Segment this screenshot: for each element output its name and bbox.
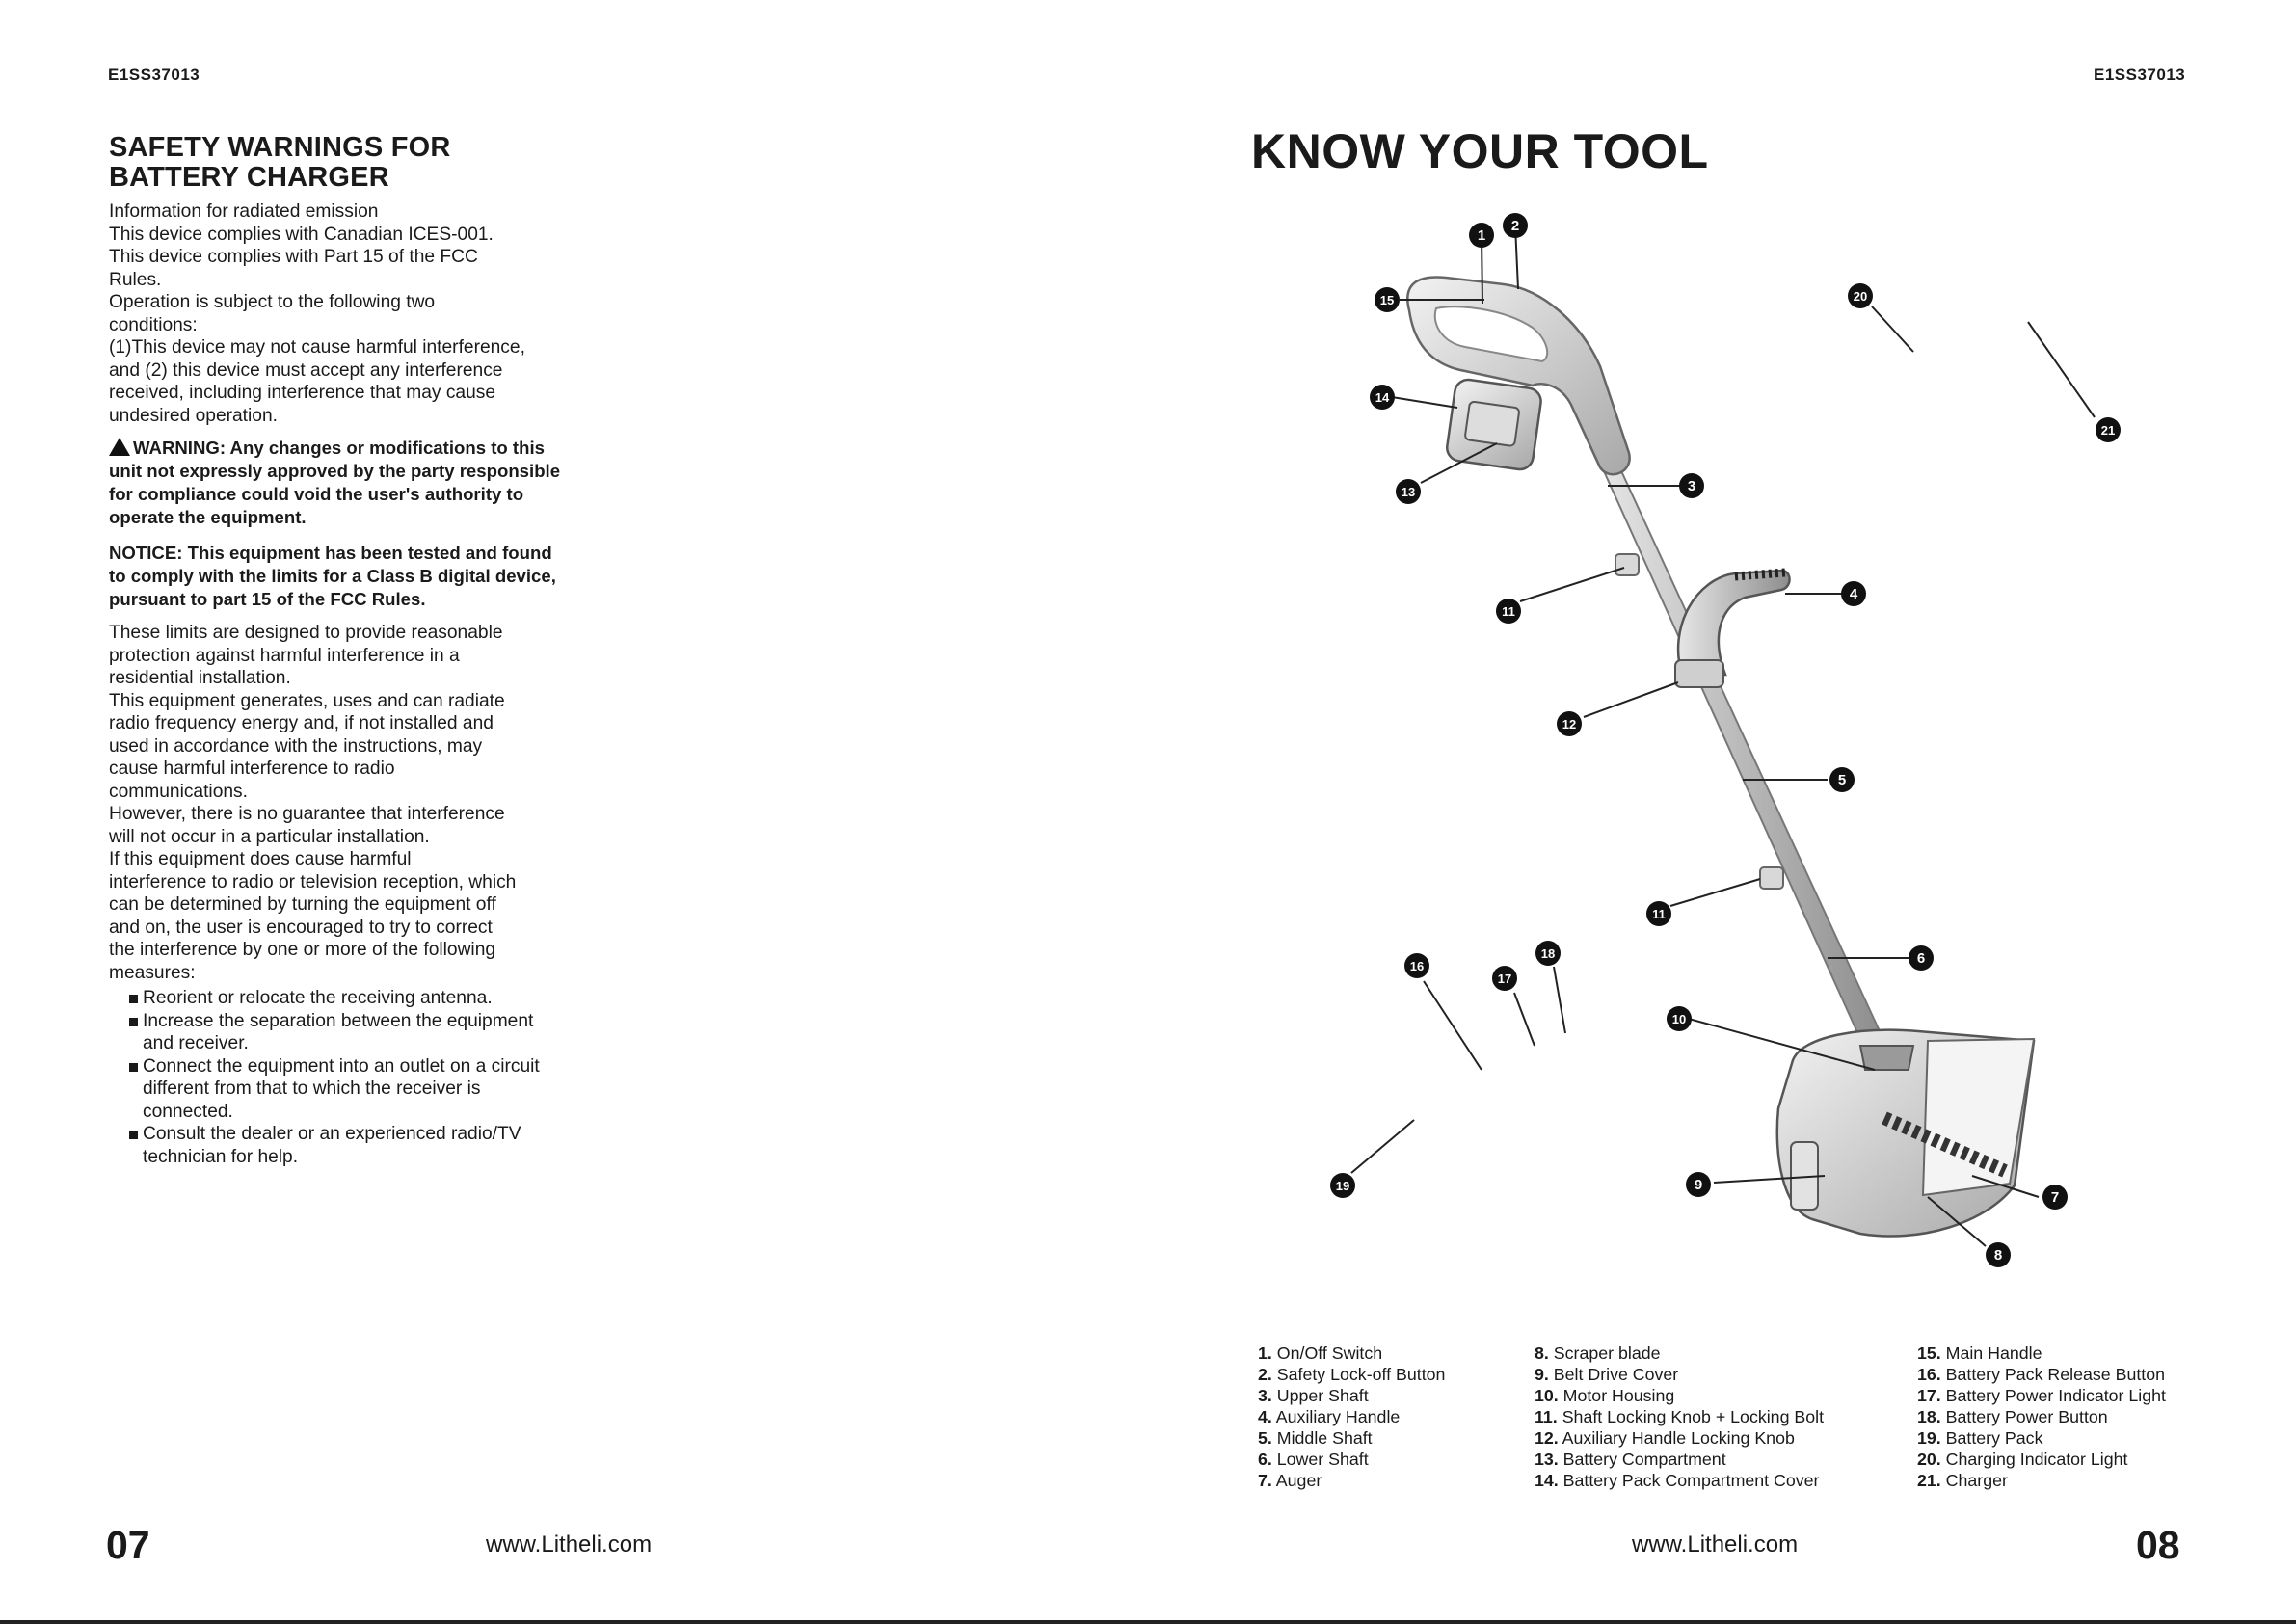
part-number: 3. (1258, 1386, 1272, 1405)
intro-line: undesired operation. (109, 405, 278, 426)
callout-number: 11 (1652, 907, 1666, 921)
intro-line: (1)This device may not cause harmful interference, (109, 337, 525, 358)
bottom-rule (0, 1620, 2296, 1624)
callout-11 (1646, 901, 1671, 926)
body-line: This equipment generates, uses and can radiate (109, 690, 505, 711)
measure-item: Connect the equipment into an outlet on a circuit different from that to which the receiver is connected. (129, 1055, 564, 1124)
part-name: Charging Indicator Light (1940, 1450, 2128, 1469)
part-name: Battery Compartment (1558, 1450, 1726, 1469)
page-number-left: 07 (106, 1523, 150, 1567)
page-title: KNOW YOUR TOOL (1251, 124, 1709, 178)
body-line: communications. (109, 781, 248, 802)
callout-number: 20 (1853, 289, 1868, 304)
callout-number: 12 (1562, 717, 1577, 732)
body-line: These limits are designed to provide reasonable (109, 623, 503, 643)
callout-8 (1986, 1242, 2011, 1267)
body-line: and on, the user is encouraged to try to correct (109, 917, 493, 938)
callout-18 (1535, 941, 1561, 966)
intro-line: Operation is subject to the following two (109, 292, 436, 312)
part-name: Lower Shaft (1271, 1450, 1369, 1469)
part-item (1258, 1427, 1445, 1449)
callout-number: 19 (1335, 1179, 1350, 1193)
model-number-left: E1SS37013 (108, 66, 200, 84)
callout-number: 6 (1916, 950, 1926, 967)
callout-number: 1 (1477, 227, 1486, 244)
callout-6 (1909, 945, 1934, 971)
callout-12 (1557, 711, 1582, 736)
parts-list-column-3 (1917, 1343, 2166, 1491)
part-item (1917, 1385, 2166, 1406)
part-item (1258, 1343, 1445, 1364)
part-name: Main Handle (1940, 1344, 2042, 1363)
callout-number: 21 (2100, 423, 2116, 438)
part-number: 14. (1535, 1471, 1559, 1490)
part-name: Shaft Locking Knob + Locking Bolt (1557, 1407, 1825, 1426)
auger-housing-illustration (1777, 1030, 2034, 1237)
measure-item: Reorient or relocate the receiving antenna. (129, 987, 564, 1010)
part-number: 4. (1258, 1407, 1272, 1426)
part-number: 21. (1917, 1471, 1941, 1490)
body-line: interference to radio or television reception, which (109, 871, 517, 892)
main-handle-illustration (1407, 277, 1629, 474)
callout-number: 7 (2050, 1189, 2060, 1206)
callout-number: 18 (1540, 946, 1556, 961)
callout-11 (1496, 599, 1521, 624)
warning-text: WARNING: Any changes or modifications to this unit not expressly approved by the party responsible for compliance could void the user's authority to operate the equipment. (109, 438, 561, 527)
part-number: 6. (1258, 1450, 1272, 1469)
part-item (1535, 1427, 1824, 1449)
callout-14 (1370, 385, 1395, 410)
part-name: Belt Drive Cover (1548, 1365, 1679, 1384)
intro-line: and (2) this device must accept any interference (109, 359, 503, 381)
part-name: Scraper blade (1548, 1344, 1661, 1363)
body-line: However, there is no guarantee that interference (109, 804, 505, 824)
part-item (1535, 1385, 1824, 1406)
part-item (1917, 1364, 2166, 1385)
callout-5 (1829, 767, 1855, 792)
part-item (1258, 1364, 1445, 1385)
callout-number: 10 (1671, 1012, 1687, 1026)
body-line: used in accordance with the instructions, may (109, 735, 483, 757)
callout-20 (1848, 283, 1873, 308)
callout-number: 5 (1837, 772, 1847, 788)
body-line: will not occur in a particular installation. (109, 826, 430, 847)
part-item (1535, 1470, 1824, 1491)
intro-line: This device complies with Canadian ICES-001. (109, 224, 494, 245)
body-line: radio frequency energy and, if not installed and (109, 713, 494, 733)
website-link-left[interactable]: www.Litheli.com (486, 1531, 653, 1557)
callout-number: 16 (1409, 959, 1425, 973)
part-number: 9. (1535, 1365, 1549, 1384)
body-line: cause harmful interference to radio (109, 759, 395, 779)
website-link-right[interactable]: www.Litheli.com (1632, 1531, 1799, 1557)
callout-1 (1469, 223, 1494, 248)
part-number: 16. (1917, 1365, 1941, 1384)
part-item (1258, 1449, 1445, 1470)
parts-list-column-2 (1535, 1343, 1824, 1491)
body-line: can be determined by turning the equipment off (109, 894, 496, 915)
part-number: 5. (1258, 1428, 1272, 1448)
body-line: the interference by one or more of the following (109, 940, 496, 960)
part-number: 7. (1258, 1471, 1272, 1490)
part-number: 18. (1917, 1407, 1941, 1426)
part-name: Auger (1271, 1471, 1322, 1490)
part-item (1258, 1470, 1445, 1491)
part-item (1535, 1343, 1824, 1364)
callout-number: 13 (1401, 485, 1416, 499)
callout-4 (1841, 581, 1866, 606)
callout-17 (1492, 966, 1517, 991)
part-number: 15. (1917, 1344, 1941, 1363)
shaft-illustration (1600, 463, 1880, 1039)
intro-line: received, including interference that may cause (109, 383, 496, 403)
measure-item: Increase the separation between the equipment and receiver. (129, 1010, 564, 1055)
part-item (1258, 1385, 1445, 1406)
intro-line: Information for radiated emission (109, 201, 379, 222)
part-number: 20. (1917, 1450, 1941, 1469)
callout-number: 11 (1502, 604, 1515, 619)
part-name: Battery Pack (1940, 1428, 2043, 1448)
part-item (1258, 1406, 1445, 1427)
part-item (1917, 1470, 2166, 1491)
body-line: residential installation. (109, 668, 291, 688)
intro-line: conditions: (109, 314, 198, 335)
callout-number: 2 (1510, 218, 1520, 234)
part-item (1535, 1364, 1824, 1385)
callout-number: 3 (1687, 478, 1696, 494)
intro-line: Rules. (109, 269, 162, 290)
body-line: measures: (109, 962, 196, 983)
part-number: 2. (1258, 1365, 1272, 1384)
part-name: Battery Pack Release Button (1940, 1365, 2165, 1384)
auxiliary-handle-illustration (1615, 554, 1790, 889)
part-name: Auxiliary Handle (1271, 1407, 1401, 1426)
section-title-line1: SAFETY WARNINGS FOR (109, 132, 451, 163)
callout-number: 14 (1375, 390, 1390, 405)
callout-number: 4 (1849, 586, 1858, 602)
notice-paragraph: NOTICE: This equipment has been tested and found to comply with the limits for a Class B digital device, pursuant to part 15 of the FCC Rules. (109, 543, 556, 609)
part-name: Battery Power Button (1940, 1407, 2108, 1426)
callout-19 (1330, 1173, 1355, 1198)
part-item (1917, 1449, 2166, 1470)
part-number: 19. (1917, 1428, 1941, 1448)
callout-15 (1375, 287, 1400, 312)
page-number-right: 08 (2136, 1523, 2180, 1567)
part-name: Upper Shaft (1271, 1386, 1369, 1405)
callout-16 (1404, 953, 1429, 978)
part-number: 12. (1535, 1428, 1559, 1448)
part-name: Battery Power Indicator Light (1940, 1386, 2166, 1405)
part-item (1917, 1406, 2166, 1427)
part-name: Middle Shaft (1271, 1428, 1373, 1448)
callout-7 (2042, 1185, 2068, 1210)
callout-2 (1503, 213, 1528, 238)
part-number: 8. (1535, 1344, 1549, 1363)
callout-number: 17 (1497, 972, 1512, 986)
callout-21 (2096, 417, 2121, 442)
part-name: On/Off Switch (1271, 1344, 1383, 1363)
part-number: 11. (1535, 1407, 1558, 1426)
part-name: Safety Lock-off Button (1271, 1365, 1446, 1384)
body-line: protection against harmful interference in a (109, 645, 460, 666)
part-item (1535, 1406, 1824, 1427)
callout-number: 9 (1694, 1177, 1703, 1193)
callout-13 (1396, 479, 1421, 504)
part-name: Battery Pack Compartment Cover (1558, 1471, 1820, 1490)
part-number: 1. (1258, 1344, 1272, 1363)
callout-3 (1679, 473, 1704, 498)
part-name: Motor Housing (1558, 1386, 1675, 1405)
part-item (1917, 1427, 2166, 1449)
part-name: Auxiliary Handle Locking Knob (1558, 1428, 1795, 1448)
parts-list-column-1 (1258, 1343, 1445, 1491)
section-title-line2: BATTERY CHARGER (109, 162, 389, 193)
callout-9 (1686, 1172, 1711, 1197)
model-number-right: E1SS37013 (2094, 66, 2186, 84)
part-number: 13. (1535, 1450, 1559, 1469)
measure-item: Consult the dealer or an experienced radio/TV technician for help. (129, 1123, 564, 1168)
callout-10 (1667, 1006, 1692, 1031)
callout-number: 15 (1379, 293, 1395, 307)
part-name: Charger (1940, 1471, 2008, 1490)
part-item (1917, 1343, 2166, 1364)
part-number: 10. (1535, 1386, 1559, 1405)
part-item (1535, 1449, 1824, 1470)
body-line: If this equipment does cause harmful (109, 849, 412, 869)
intro-line: This device complies with Part 15 of the FCC (109, 247, 478, 267)
callout-number: 8 (1993, 1247, 2003, 1264)
part-number: 17. (1917, 1386, 1941, 1405)
